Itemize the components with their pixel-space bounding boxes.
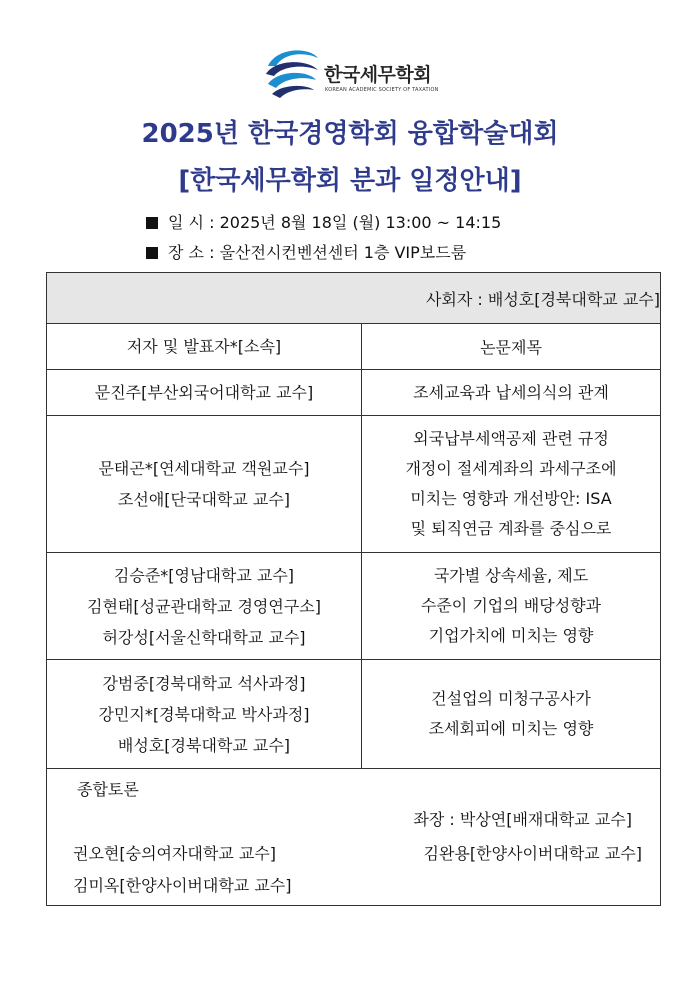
- logo-name: 한국세무학회: [324, 64, 432, 86]
- panelist: 김완용[한양사이버대학교 교수]: [423, 844, 642, 863]
- schedule-table: [46, 272, 661, 906]
- place-label: 장 소 :: [168, 243, 215, 262]
- author-name: 김승준*[영남대학교 교수]: [113, 565, 295, 585]
- logo-subtitle: KOREAN ACADEMIC SOCIETY OF TAXATION: [325, 87, 439, 93]
- author-name: 김현태[성균관대학교 경영연구소]: [87, 596, 321, 616]
- paper-cell: [362, 553, 661, 660]
- author-name: 강범중[경북대학교 석사과정]: [102, 673, 306, 693]
- paper-title-line: 국가별 상속세율, 제도: [433, 566, 589, 585]
- moderator-cell: 사회자 : 배성호[경북대학교 교수]: [47, 273, 661, 324]
- paper-title-line: 및 퇴직연금 계좌를 중심으로: [410, 519, 612, 538]
- author-name: 문진주[부산외국어대학교 교수]: [94, 383, 314, 402]
- event-title: 2025년 한국경영학회 융합학술대회: [141, 119, 559, 149]
- paper-title-line: 조세회피에 미치는 영향: [428, 719, 594, 738]
- paper-title-line: 건설업의 미청구공사가: [431, 689, 591, 708]
- paper-title-line: 수준이 기업의 배당성향과: [420, 596, 602, 615]
- date-value: 2025년 8월 18일 (월) 13:00 ~ 14:15: [219, 213, 502, 232]
- paper-title-line: 개정이 절세계좌의 과세구조에: [405, 459, 617, 478]
- table-row: [47, 553, 661, 660]
- square-bullet-icon: [146, 247, 158, 259]
- header-row: [47, 324, 661, 370]
- paper-title-line: 외국납부세액공제 관련 규정: [413, 429, 609, 448]
- square-bullet-icon: [146, 217, 158, 229]
- society-logo: [262, 44, 442, 104]
- discussion-title: 종합토론: [77, 780, 139, 799]
- society-swoosh-icon: [262, 44, 322, 104]
- author-cell: [47, 370, 362, 416]
- paper-header: 논문제목: [362, 324, 661, 370]
- author-name: 배성호[경북대학교 교수]: [117, 735, 291, 755]
- author-name: 강민지*[경북대학교 박사과정]: [98, 704, 310, 724]
- author-name: 조선애[단국대학교 교수]: [117, 490, 291, 509]
- paper-title-line: 기업가치에 미치는 영향: [428, 626, 594, 645]
- paper-title-line: 미치는 영향과 개선방안: ISA: [410, 489, 612, 508]
- paper-title-line: 조세교육과 납세의식의 관계: [413, 382, 609, 402]
- paper-cell: [362, 416, 661, 553]
- date-label: 일 시 :: [168, 213, 215, 232]
- moderator-row: [47, 273, 661, 324]
- table-row: [47, 660, 661, 769]
- date-info: [146, 210, 501, 233]
- discussion-row: [47, 769, 661, 906]
- table-row: [47, 416, 661, 553]
- panelist: 권오현[숭의여자대학교 교수]: [73, 844, 277, 863]
- author-header: 저자 및 발표자*[소속]: [47, 324, 362, 370]
- author-cell: [47, 416, 362, 553]
- place-value: 울산전시컨벤션센터 1층 VIP보드룸: [219, 243, 467, 262]
- discussion-chair: 좌장 : 박상연[배재대학교 교수]: [413, 810, 632, 829]
- discussion-cell: [47, 769, 661, 906]
- table-row: [47, 370, 661, 416]
- paper-cell: [362, 660, 661, 769]
- author-cell: [47, 660, 362, 769]
- author-name: 허강성[서울신학대학교 교수]: [102, 627, 306, 647]
- place-info: [146, 240, 466, 263]
- paper-cell: [362, 370, 661, 416]
- author-name: 문태곤*[연세대학교 객원교수]: [98, 459, 310, 478]
- panelist: 김미옥[한양사이버대학교 교수]: [73, 876, 292, 895]
- event-subtitle: [한국세무학회 분과 일정안내]: [178, 166, 522, 196]
- author-cell: [47, 553, 362, 660]
